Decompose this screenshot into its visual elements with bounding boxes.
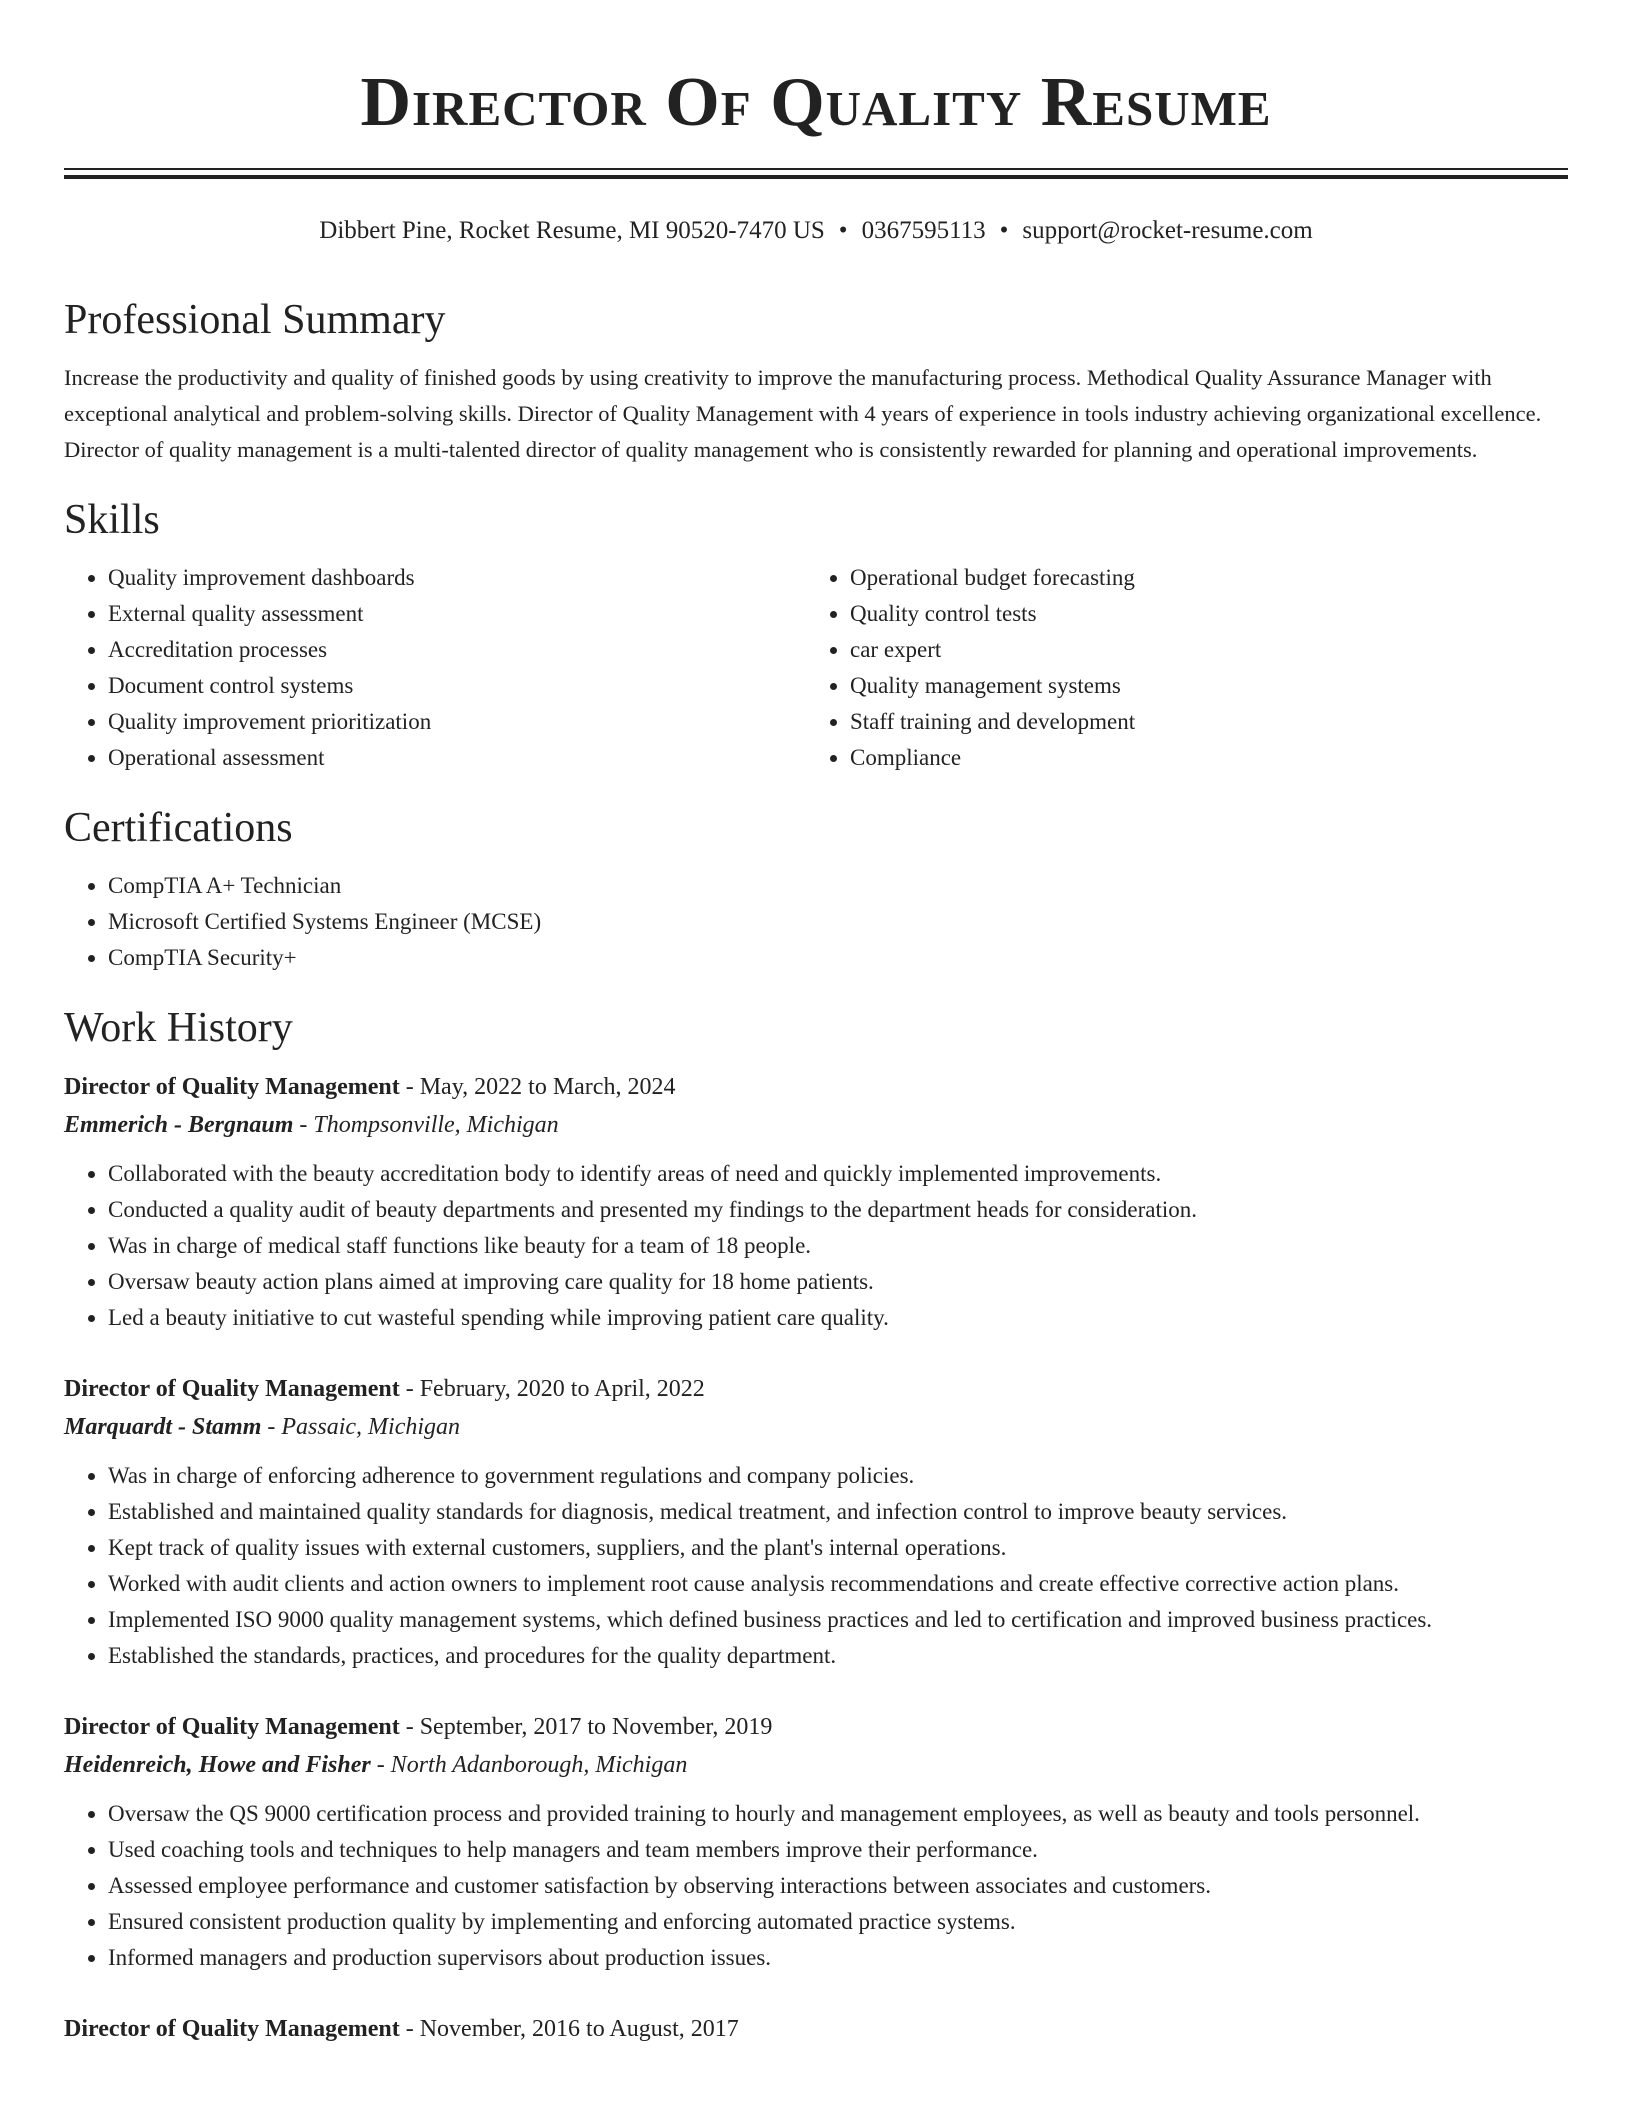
skill-item: • External quality assessment: [108, 596, 806, 632]
skill-item: • Operational assessment: [108, 740, 806, 776]
job-bullet: • Was in charge of medical staff functions like beauty for a team of 18 people.: [108, 1228, 1568, 1264]
job-company-line: [64, 1746, 1568, 1784]
job-bullet: • Ensured consistent production quality by implementing and enforcing automated practice systems.: [108, 1904, 1568, 1940]
certification-item: • CompTIA A+ Technician: [108, 868, 1568, 904]
job-company-line: [64, 1106, 1568, 1144]
job-bullet: • Oversaw the QS 9000 certification process and provided training to hourly and management employees, as well as beauty and tools personnel.: [108, 1796, 1568, 1832]
skills-section: [64, 492, 1568, 776]
job-bullets: [64, 1156, 1568, 1336]
certifications-section: [64, 800, 1568, 976]
job-dates: - February, 2020 to April, 2022: [399, 1376, 705, 1402]
job-bullet: • Assessed employee performance and customer satisfaction by observing interactions between associates and customers.: [108, 1868, 1568, 1904]
job-location: - Passaic, Michigan: [261, 1414, 461, 1440]
summary-section: [64, 292, 1568, 468]
certifications-heading: Certifications: [64, 805, 293, 851]
skill-item: • Quality control tests: [850, 596, 1548, 632]
contact-line: [64, 214, 1568, 248]
job-title-line: [64, 1068, 1568, 1106]
skills-list-left: [64, 560, 806, 776]
job-bullet: • Implemented ISO 9000 quality management systems, which defined business practices and led to certification and improved business practices.: [108, 1602, 1568, 1638]
skills-heading: Skills: [64, 497, 160, 543]
summary-text: Increase the productivity and quality of finished goods by using creativity to improve the manufacturing process. Methodical Quality Assurance Manager with exceptional analytical and problem-solving skills. Director of Quality Management with 4 years of experience in tools industry achieving organizational excellence. Director of quality management is a multi-talented director of quality management who is consistently rewarded for planning and operational improvements.: [64, 365, 1542, 462]
contact-separator: •: [838, 217, 848, 244]
skills-columns: [64, 560, 1568, 776]
contact-address: Dibbert Pine, Rocket Resume, MI 90520-7470 US: [319, 217, 825, 244]
job-bullet: • Led a beauty initiative to cut wasteful spending while improving patient care quality.: [108, 1300, 1568, 1336]
job-company: Marquardt - Stamm: [64, 1414, 262, 1440]
skill-item: • Quality management systems: [850, 668, 1548, 704]
job-bullet: • Was in charge of enforcing adherence to government regulations and company policies.: [108, 1458, 1568, 1494]
job-title: Director of Quality Management: [64, 2016, 400, 2042]
job-dates: - September, 2017 to November, 2019: [399, 1714, 773, 1740]
job-entry: [64, 1370, 1568, 1674]
resume-title: Director Of Quality Resume: [360, 64, 1272, 141]
job-company: Heidenreich, Howe and Fisher: [64, 1752, 371, 1778]
job-title-line: [64, 2010, 1568, 2048]
title-divider-thin: [64, 168, 1568, 170]
job-title: Director of Quality Management: [64, 1376, 400, 1402]
skill-item: • Quality improvement prioritization: [108, 704, 806, 740]
skill-item: • car expert: [850, 632, 1548, 668]
contact-phone: 0367595113: [861, 217, 986, 244]
skill-item: • Compliance: [850, 740, 1548, 776]
contact-email[interactable]: support@rocket-resume.com: [1022, 217, 1313, 244]
job-bullet: • Kept track of quality issues with external customers, suppliers, and the plant's internal operations.: [108, 1530, 1568, 1566]
resume-content: [64, 292, 1568, 2082]
job-title: Director of Quality Management: [64, 1074, 400, 1100]
job-bullet: • Worked with audit clients and action owners to implement root cause analysis recommendations and create effective corrective action plans.: [108, 1566, 1568, 1602]
skill-item: • Accreditation processes: [108, 632, 806, 668]
contact-separator: •: [999, 217, 1009, 244]
job-company-line: [64, 1408, 1568, 1446]
work-history-section: [64, 1000, 1568, 2048]
job-bullet: • Established and maintained quality standards for diagnosis, medical treatment, and infection control to improve beauty services.: [108, 1494, 1568, 1530]
job-bullet: • Oversaw beauty action plans aimed at improving care quality for 18 home patients.: [108, 1264, 1568, 1300]
job-bullet: • Informed managers and production supervisors about production issues.: [108, 1940, 1568, 1976]
job-location: - Thompsonville, Michigan: [293, 1112, 559, 1138]
job-bullets: [64, 1458, 1568, 1674]
certification-item: • CompTIA Security+: [108, 940, 1568, 976]
job-title-line: [64, 1708, 1568, 1746]
job-bullets: [64, 1796, 1568, 1976]
job-entry: [64, 1068, 1568, 1336]
job-bullet: • Conducted a quality audit of beauty departments and presented my findings to the department heads for consideration.: [108, 1192, 1568, 1228]
skill-item: • Document control systems: [108, 668, 806, 704]
job-bullet: • Used coaching tools and techniques to help managers and team members improve their performance.: [108, 1832, 1568, 1868]
job-entry: [64, 2010, 1568, 2048]
job-location: - North Adanborough, Michigan: [370, 1752, 688, 1778]
job-dates: - May, 2022 to March, 2024: [399, 1074, 676, 1100]
job-company: Emmerich - Bergnaum: [64, 1112, 294, 1138]
job-entry: [64, 1708, 1568, 1976]
title-divider-thick: [64, 175, 1568, 179]
job-title-line: [64, 1370, 1568, 1408]
skills-list-right: [806, 560, 1548, 776]
skill-item: • Quality improvement dashboards: [108, 560, 806, 596]
summary-heading: Professional Summary: [64, 297, 446, 343]
certifications-list: [64, 868, 1568, 976]
skill-item: • Staff training and development: [850, 704, 1548, 740]
certification-item: • Microsoft Certified Systems Engineer (MCSE): [108, 904, 1568, 940]
work-history-heading: Work History: [64, 1005, 293, 1051]
job-bullet: • Established the standards, practices, and procedures for the quality department.: [108, 1638, 1568, 1674]
job-title: Director of Quality Management: [64, 1714, 400, 1740]
job-dates: - November, 2016 to August, 2017: [399, 2016, 739, 2042]
skill-item: • Operational budget forecasting: [850, 560, 1548, 596]
job-bullet: • Collaborated with the beauty accreditation body to identify areas of need and quickly implemented improvements.: [108, 1156, 1568, 1192]
